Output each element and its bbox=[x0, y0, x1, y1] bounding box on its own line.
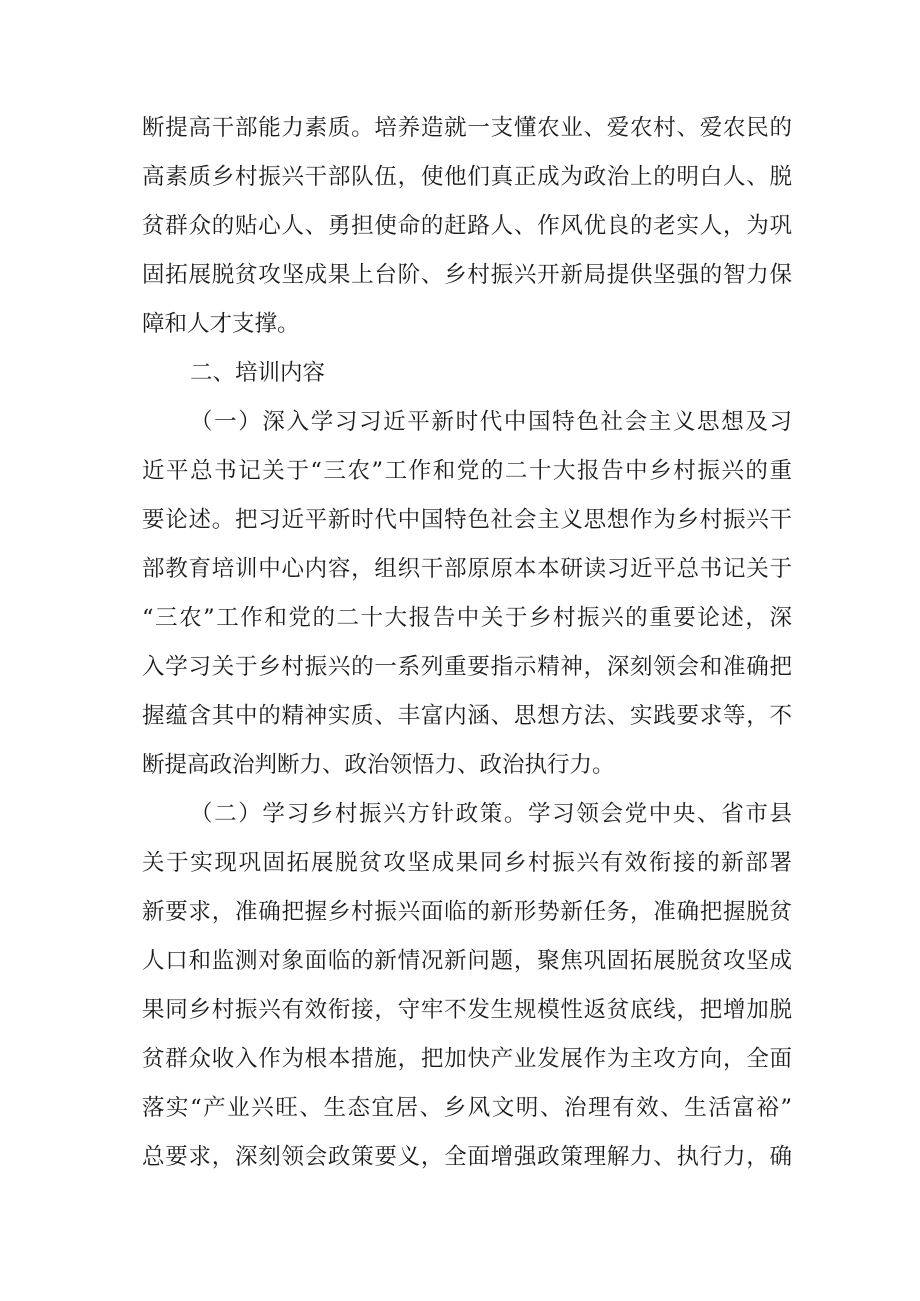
body-text-line: 贫群众收入作为根本措施，把加快产业发展作为主攻方向，全面 bbox=[142, 1046, 792, 1072]
body-text-line: 近平总书记关于“三农”工作和党的二十大报告中乡村振兴的重 bbox=[142, 458, 792, 484]
body-text-line: 贫群众的贴心人、勇担使命的赶路人、作风优良的老实人，为巩 bbox=[142, 213, 792, 239]
body-text-line: “三农”工作和党的二十大报告中关于乡村振兴的重要论述，深 bbox=[142, 605, 792, 631]
body-text-line: 高素质乡村振兴干部队伍，使他们真正成为政治上的明白人、脱 bbox=[142, 164, 792, 190]
body-text-line: 总要求，深刻领会政策要义，全面增强政策理解力、执行力，确 bbox=[142, 1144, 792, 1170]
body-text-line: 人口和监测对象面临的新情况新问题，聚焦巩固拓展脱贫攻坚成 bbox=[142, 948, 792, 974]
body-text-line: 入学习关于乡村振兴的一系列重要指示精神，深刻领会和准确把 bbox=[142, 654, 792, 680]
body-text-line: （二）学习乡村振兴方针政策。学习领会党中央、省市县 bbox=[190, 801, 792, 827]
body-text-line: 新要求，准确把握乡村振兴面临的新形势新任务，准确把握脱贫 bbox=[142, 899, 792, 925]
body-text-line: 障和人才支撑。 bbox=[142, 311, 300, 337]
body-text-line: 关于实现巩固拓展脱贫攻坚成果同乡村振兴有效衔接的新部署 bbox=[142, 850, 792, 876]
body-text-line: 握蕴含其中的精神实质、丰富内涵、思想方法、实践要求等，不 bbox=[142, 703, 792, 729]
body-text-line: （一）深入学习习近平新时代中国特色社会主义思想及习 bbox=[190, 409, 792, 435]
body-text-line: 断提高政治判断力、政治领悟力、政治执行力。 bbox=[142, 752, 615, 778]
body-text-line: 要论述。把习近平新时代中国特色社会主义思想作为乡村振兴干 bbox=[142, 507, 792, 533]
body-text-line: 果同乡村振兴有效衔接，守牢不发生规模性返贫底线，把增加脱 bbox=[142, 997, 792, 1023]
body-text-line: 落实“产业兴旺、生态宜居、乡风文明、治理有效、生活富裕” bbox=[142, 1095, 792, 1121]
body-text-line: 断提高干部能力素质。培养造就一支懂农业、爱农村、爱农民的 bbox=[142, 115, 792, 141]
body-text-line: 固拓展脱贫攻坚成果上台阶、乡村振兴开新局提供坚强的智力保 bbox=[142, 262, 792, 288]
body-text-line: 部教育培训中心内容，组织干部原原本本研读习近平总书记关于 bbox=[142, 556, 792, 582]
section-heading: 二、培训内容 bbox=[190, 360, 326, 386]
